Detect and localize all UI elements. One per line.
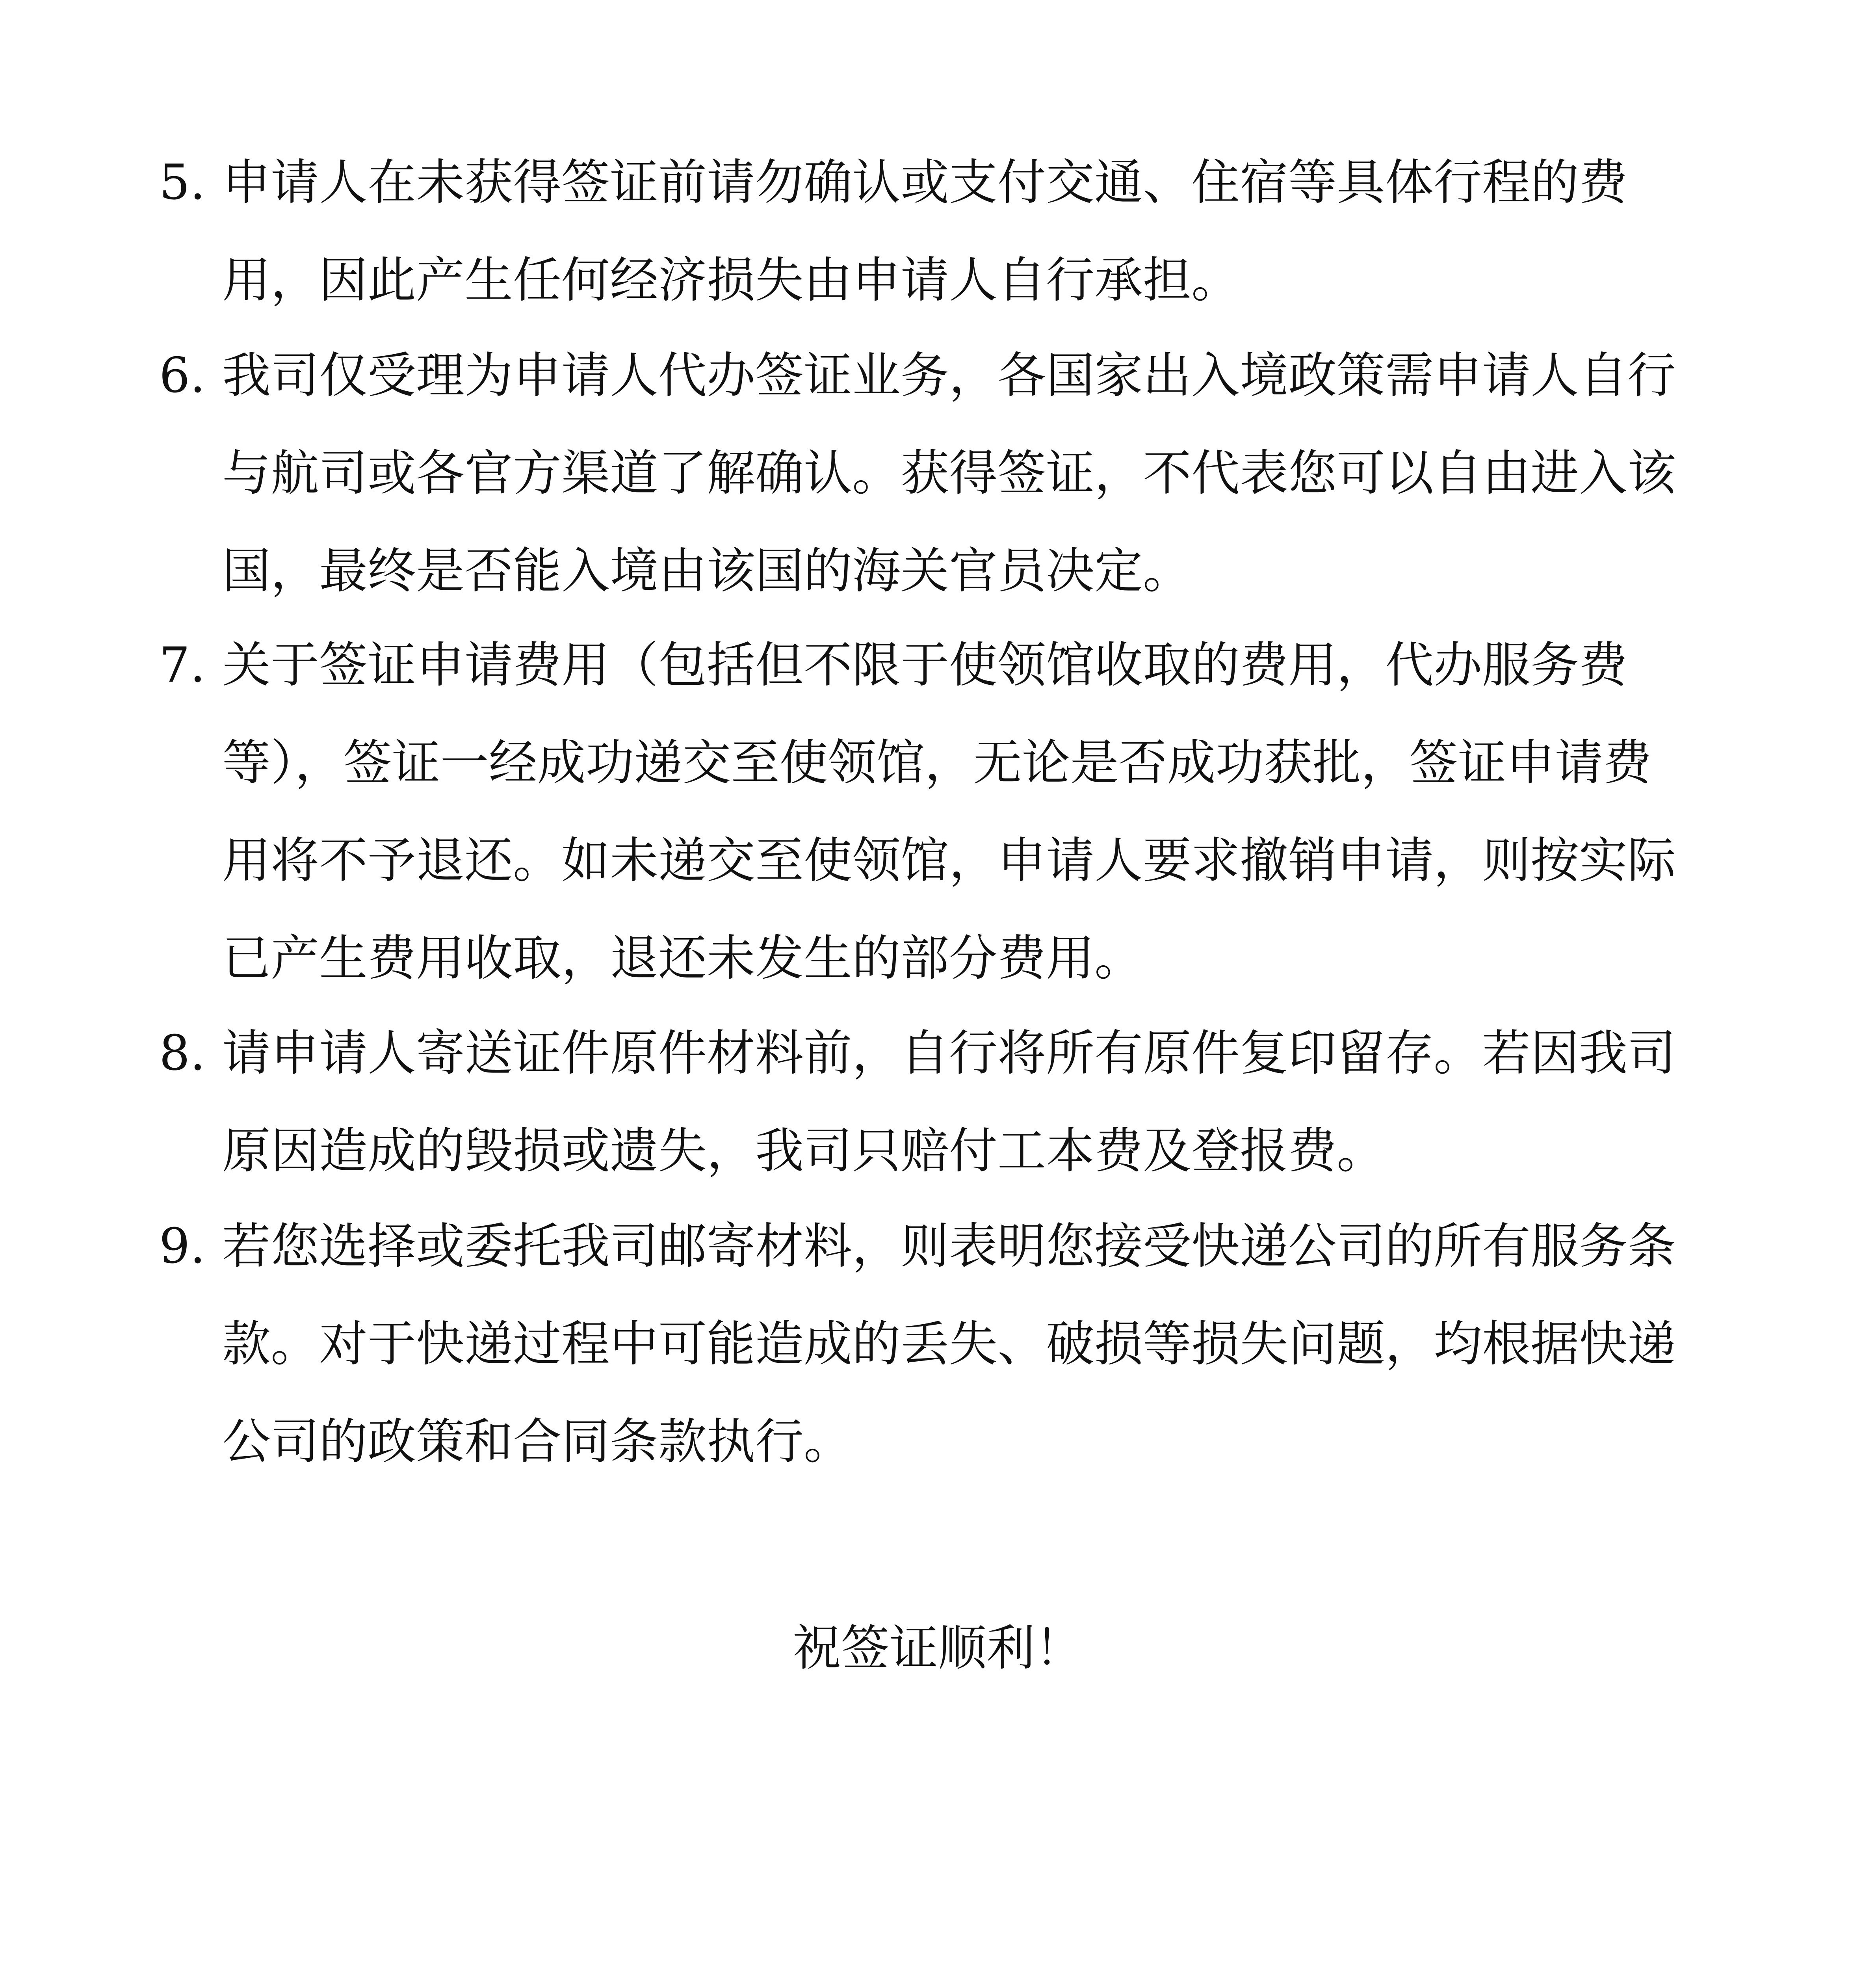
item-number: 9. [159, 1218, 206, 1275]
item-text-line: 等），签证一经成功递交至使领馆，无论是否成功获批，签证申请费 [222, 735, 1652, 791]
item-text-line: 请申请人寄送证件原件材料前，自行将所有原件复印留存。若因我司 [222, 1025, 1676, 1082]
list-item-8 [159, 1005, 1731, 1200]
item-text-line: 公司的政策和合同条款执行。 [222, 1414, 852, 1470]
item-text-line: 用，因此产生任何经济损失由申请人自行承担。 [222, 252, 1240, 309]
item-number: 6. [159, 348, 206, 404]
item-text-line: 已产生费用收取，退还未发生的部分费用。 [222, 930, 1143, 987]
item-text-line: 用将不予退还。如未递交至使领馆，申请人要求撤销申请，则按实际 [222, 833, 1676, 889]
list-item-6 [159, 327, 1731, 620]
list-item-9 [159, 1198, 1731, 1491]
item-number: 7. [159, 637, 206, 693]
item-text-line: 与航司或各官方渠道了解确认。获得签证，不代表您可以自由进入该 [222, 445, 1676, 502]
item-text-line: 申请人在未获得签证前请勿确认或支付交通、住宿等具体行程的费 [222, 154, 1627, 211]
item-text-line: 若您选择或委托我司邮寄材料，则表明您接受快递公司的所有服务条 [222, 1218, 1676, 1275]
item-text-line: 款。对于快递过程中可能造成的丢失、破损等损失问题，均根据快递 [222, 1316, 1676, 1372]
item-number: 5. [159, 154, 206, 211]
item-text-line: 我司仅受理为申请人代办签证业务，各国家出入境政策需申请人自行 [222, 348, 1676, 404]
item-text-line: 关于签证申请费用（包括但不限于使领馆收取的费用，代办服务费 [222, 637, 1627, 693]
closing-text: 祝签证顺利！ [793, 1620, 1083, 1676]
item-text-line: 国，最终是否能入境由该国的海关官员决定。 [222, 543, 1191, 599]
item-number: 8. [159, 1025, 206, 1082]
list-item-7 [159, 617, 1731, 1007]
item-text-line: 原因造成的毁损或遗失，我司只赔付工本费及登报费。 [222, 1123, 1385, 1179]
list-item-5 [159, 134, 1731, 329]
